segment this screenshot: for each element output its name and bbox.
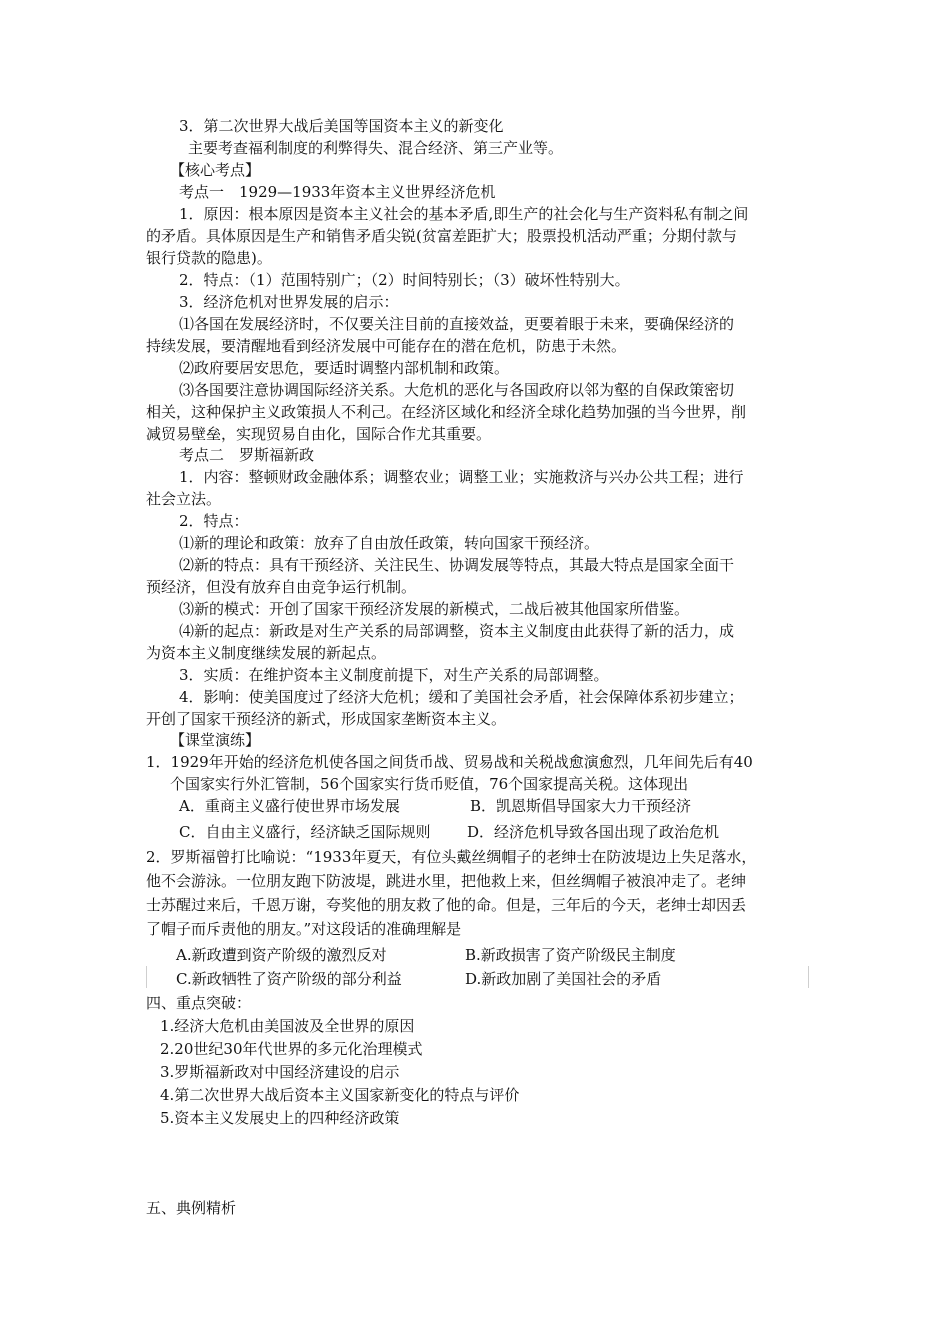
kp1-title: 考点一 1929—1933年资本主义世界经济危机 — [179, 183, 496, 201]
kp1-lesson3-line1: ⑶各国要注意协调国际经济关系。大危机的恶化与各国政府以邻为壑的自保政策密切 — [179, 381, 735, 399]
kp2-feature4-line1: ⑷新的起点：新政是对生产关系的局部调整，资本主义制度由此获得了新的活力，成 — [179, 622, 735, 640]
kp2-content-line1: 1．内容：整顿财政金融体系；调整农业；调整工业；实施救济与兴办公共工程；进行 — [179, 468, 744, 486]
practice-header: 【课堂演练】 — [170, 731, 261, 749]
section4-item-3: 3.罗斯福新政对中国经济建设的启示 — [160, 1063, 400, 1081]
kp2-feature3: ⑶新的模式：开创了国家干预经济发展的新模式，二战后被其他国家所借鉴。 — [179, 600, 690, 618]
table-border-left — [146, 966, 147, 988]
section4-item-5: 5.资本主义发展史上的四种经济政策 — [160, 1109, 400, 1127]
q2-stem-line2: 他不会游泳。一位朋友跑下防波堤，跳进水里，把他救上来，但丝绸帽子被浪冲走了。老绅 — [146, 872, 747, 890]
kp2-impact-line2: 开创了国家干预经济的新式，形成国家垄断资本主义。 — [146, 710, 507, 728]
kp1-cause-line1: 1．原因：根本原因是资本主义社会的基本矛盾,即生产的社会化与生产资料私有制之间 — [179, 205, 749, 223]
kp1-features: 2．特点：（1）范围特别广；（2）时间特别长；（3）破坏性特别大。 — [179, 271, 630, 289]
q2-option-a: A.新政遭到资产阶级的激烈反对 — [176, 946, 387, 964]
q1-option-b: B．凯恩斯倡导国家大力干预经济 — [470, 797, 692, 815]
kp1-lesson1-line2: 持续发展，要清醒地看到经济发展中可能存在的潜在危机，防患于未然。 — [146, 337, 627, 355]
kp2-feature2-line2: 预经济，但没有放弃自由竞争运行机制。 — [146, 578, 417, 596]
kp1-lesson3-line2: 相关，这种保护主义政策损人不利己。在经济区域化和经济全球化趋势加强的当今世界，削 — [146, 403, 747, 421]
section4-item-2: 2.20世纪30年代世界的多元化治理模式 — [160, 1040, 423, 1058]
q1-option-c: C．自由主义盛行，经济缺乏国际规则 — [179, 823, 431, 841]
q2-option-b: B.新政损害了资产阶级民主制度 — [465, 946, 676, 964]
kp1-lesson3-line3: 减贸易壁垒，实现贸易自由化，国际合作尤其重要。 — [146, 425, 492, 443]
q2-option-d: D.新政加剧了美国社会的矛盾 — [465, 970, 662, 988]
kp2-feature1: ⑴新的理论和政策：放弃了自由放任政策，转向国家干预经济。 — [179, 534, 600, 552]
kp1-lesson2: ⑵政府要居安思危，要适时调整内部机制和政策。 — [179, 359, 510, 377]
section3-title: 3．第二次世界大战后美国等国资本主义的新变化 — [179, 117, 504, 135]
q2-option-c: C.新政牺牲了资产阶级的部分利益 — [176, 970, 402, 988]
q2-stem-line1: 2．罗斯福曾打比喻说：“1933年夏天，有位头戴丝绸帽子的老绅士在防波堤边上失足落水， — [146, 848, 757, 866]
section5-title: 五、典例精析 — [146, 1199, 237, 1217]
q1-stem-line2: 个国家实行外汇管制，56个国家实行货币贬值，76个国家提高关税。这体现出 — [170, 775, 689, 793]
q2-stem-line4: 了帽子而斥责他的朋友。”对这段话的准确理解是 — [146, 920, 462, 938]
q1-option-d: D．经济危机导致各国出现了政治危机 — [467, 823, 720, 841]
q1-stem-line1: 1．1929年开始的经济危机使各国之间货币战、贸易战和关税战愈演愈烈，几年间先后有40 — [146, 753, 753, 771]
kp2-feature2-line1: ⑵新的特点：具有干预经济、关注民生、协调发展等特点，其最大特点是国家全面干 — [179, 556, 735, 574]
section4-item-4: 4.第二次世界大战后资本主义国家新变化的特点与评价 — [160, 1086, 520, 1104]
table-border-right — [808, 966, 809, 988]
kp2-content-line2: 社会立法。 — [146, 490, 222, 508]
kp1-cause-line3: 银行贷款的隐患)。 — [146, 249, 272, 267]
kp2-impact-line1: 4．影响：使美国度过了经济大危机；缓和了美国社会矛盾，社会保障体系初步建立； — [179, 688, 744, 706]
kp1-lessons-title: 3．经济危机对世界发展的启示： — [179, 293, 399, 311]
kp1-lesson1-line1: ⑴各国在发展经济时，不仅要关注目前的直接效益，更要着眼于未来，要确保经济的 — [179, 315, 735, 333]
kp1-cause-line2: 的矛盾。具体原因是生产和销售矛盾尖锐(贫富差距扩大；股票投机活动严重；分期付款与 — [146, 227, 737, 245]
section4-item-1: 1.经济大危机由美国波及全世界的原因 — [160, 1017, 415, 1035]
section4-title: 四、重点突破： — [146, 994, 252, 1012]
section3-desc: 主要考查福利制度的利弊得失、混合经济、第三产业等。 — [188, 139, 564, 157]
kp2-features-title: 2．特点： — [179, 512, 249, 530]
kp2-title: 考点二 罗斯福新政 — [179, 446, 315, 464]
kp2-essence: 3．实质：在维护资本主义制度前提下，对生产关系的局部调整。 — [179, 666, 609, 684]
core-header: 【核心考点】 — [170, 161, 261, 179]
q1-option-a: A．重商主义盛行使世界市场发展 — [179, 797, 400, 815]
q2-stem-line3: 士苏醒过来后，千恩万谢，夸奖他的朋友救了他的命。但是，三年后的今天，老绅士却因丢 — [146, 896, 747, 914]
kp2-feature4-line2: 为资本主义制度继续发展的新起点。 — [146, 644, 387, 662]
